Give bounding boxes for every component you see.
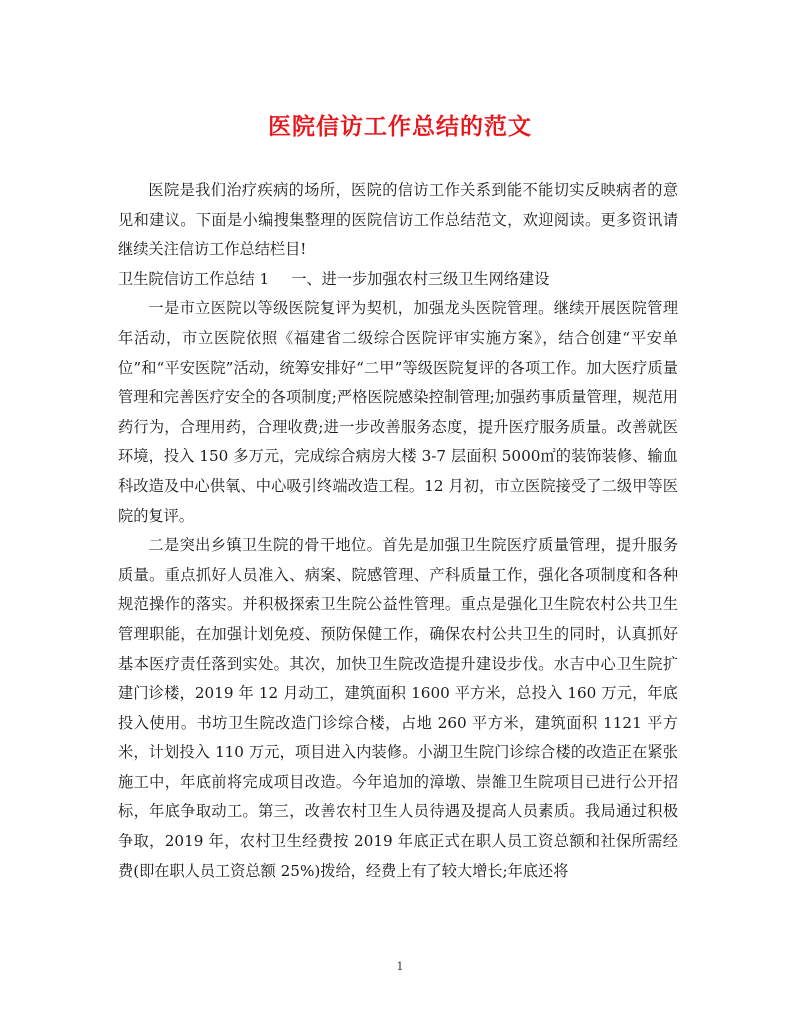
section-heading-line [118, 265, 678, 295]
document-body [118, 176, 678, 886]
page-number: 1 [396, 960, 404, 973]
section-label: 卫生院信访工作总结 1 [118, 269, 270, 288]
body-paragraph-1: 一是市立医院以等级医院复评为契机，加强龙头医院管理。继续开展医院管理年活动，市立医院依照《福建省二级综合医院评审实施方案》，结合创建“平安单位”和“平安医院”活动，统筹安排好“二甲”等级医院复评的各项工作。加大医疗质量管理和完善医疗安全的各项制度;严格医院感染控制管理;加强药事质量管理，规范用药行为，合理用药，合理收费;进一步改善服务态度，提升医疗服务质量。改善就医环境，投入 150 多万元，完成综合病房大楼 3-7 层面积 5000㎡的装饰装修、输血科改造及中心供氧、中心吸引终端改造工程。12 月初，市立医院接受了二级甲等医院的复评。 [118, 299, 678, 525]
body-paragraph-2: 二是突出乡镇卫生院的骨干地位。首先是加强卫生院医疗质量管理，提升服务质量。重点抓好人员准入、病案、院感管理、产科质量工作，强化各项制度和各种规范操作的落实。并积极探索卫生院公益性管理。重点是强化卫生院农村公共卫生管理职能，在加强计划免疫、预防保健工作，确保农村公共卫生的同时，认真抓好基本医疗责任落到实处。其次，加快卫生院改造提升建设步伐。水吉中心卫生院扩建门诊楼，2019 年 12 月动工，建筑面积 1600 平方米，总投入 160 万元，年底投入使用。书坊卫生院改造门诊综合楼，占地 260 平方米，建筑面积 1121 平方米，计划投入 110 万元，项目进入内装修。小湖卫生院门诊综合楼的改造正在紧张施工中，年底前将完成项目改造。今年追加的漳墩、崇雒卫生院项目已进行公开招标，年底争取动工。第三，改善农村卫生人员待遇及提高人员素质。我局通过积极争取，2019 年，农村卫生经费按 2019 年底正式在职人员工资总额和社保所需经费(即在职人员工资总额 25%)拨给，经费上有了较大增长;年底还将 [118, 536, 678, 880]
intro-paragraph: 医院是我们治疗疾病的场所，医院的信访工作关系到能不能切实反映病者的意见和建议。下面是小编搜集整理的医院信访工作总结范文，欢迎阅读。更多资讯请继续关注信访工作总结栏目! [118, 181, 678, 259]
section-heading: 一、进一步加强农村三级卫生网络建设 [291, 269, 550, 288]
document-title: 医院信访工作总结的范文 [268, 113, 532, 140]
